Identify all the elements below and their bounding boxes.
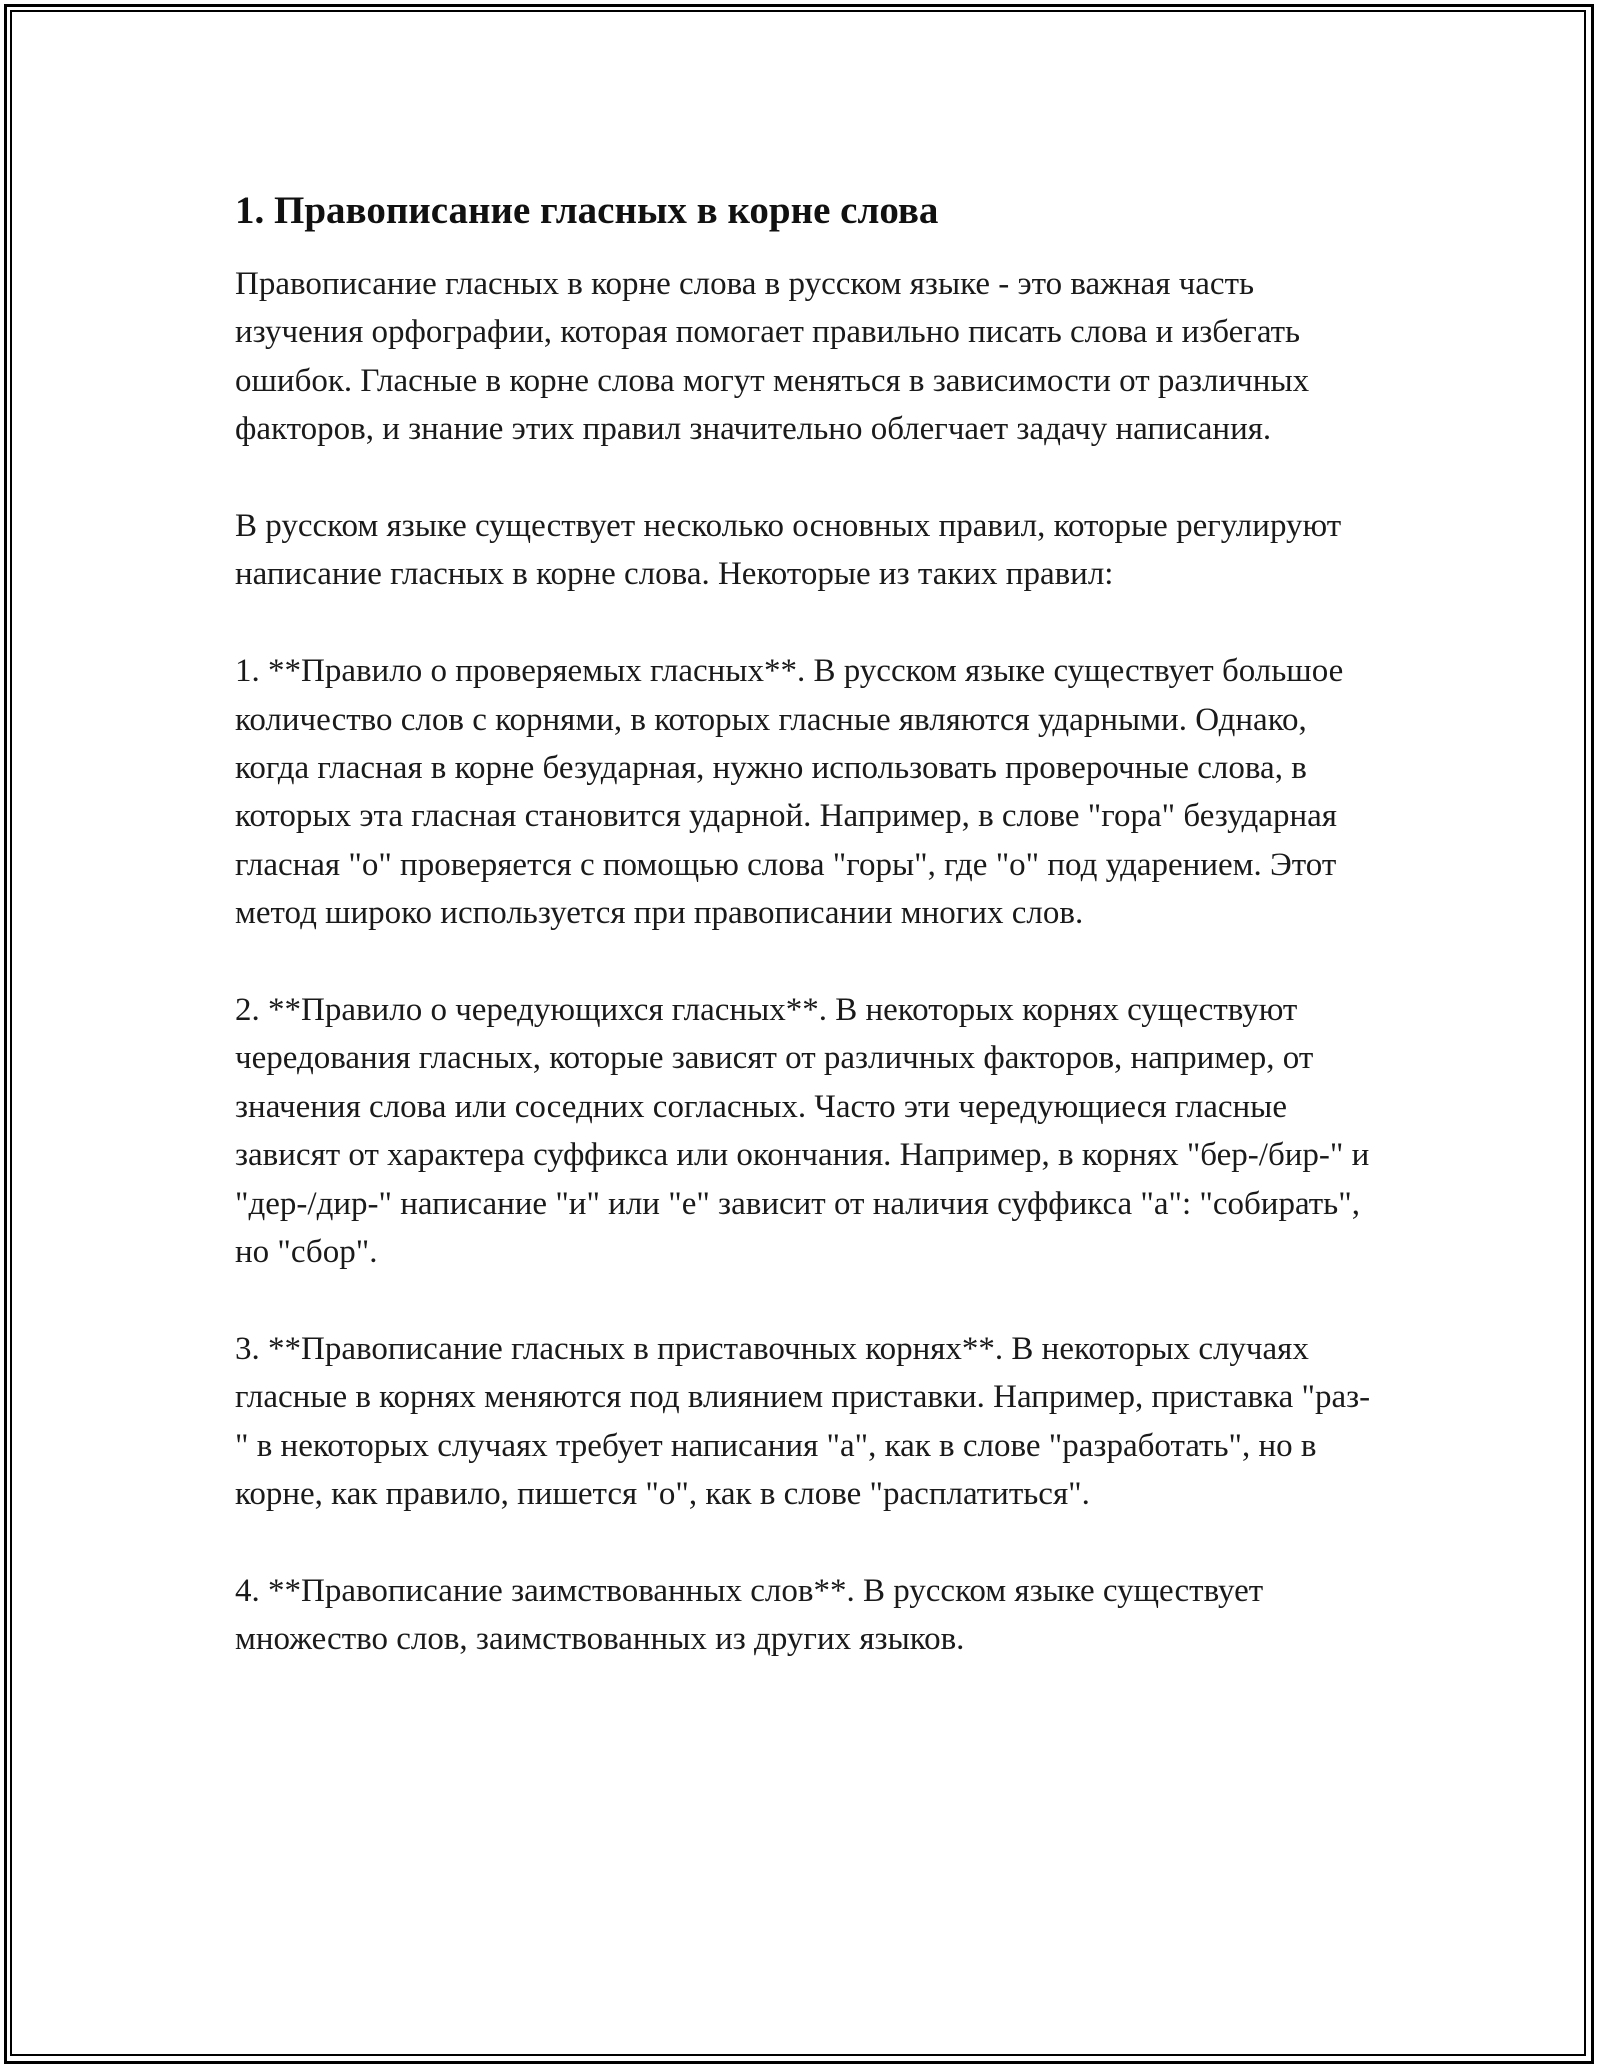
document-body	[235, 186, 1375, 1664]
paragraph-rules-overview: В русском языке существует несколько основных правил, которые регулируют написание гласных в корне слова. Некоторые из таких правил:	[235, 508, 1342, 593]
paragraph-rule-3: 3. **Правописание гласных в приставочных корнях**. В некоторых случаях гласные в корнях меняются под влиянием приставки. Например, приставка "раз-" в некоторых случаях требует написания "а", как в слове "разработать", но в корне, как правило, пишется "о", как в слове "расплатиться".	[235, 1330, 1371, 1513]
paragraph-rule-4: 4. **Правописание заимствованных слов**. В русском языке существует множество слов, заимствованных из других языков.	[235, 1572, 1264, 1658]
paragraph-rule-2: 2. **Правило о чередующихся гласных**. В некоторых корнях существуют чередования гласных, которые зависят от различных факторов, например, от значения слова или соседних согласных. Часто эти чередующиеся гласные зависят от характера суффикса или окончания. Например, в корнях "бер-/бир-" и "дер-/дир-" написание "и" или "е" зависит от наличия суффикса "а": "собирать", но "сбор".	[235, 992, 1370, 1271]
paragraph-intro: Правописание гласных в корне слова в русском языке - это важная часть изучения орфографии, которая помогает правильно писать слова и избегать ошибок. Гласные в корне слова могут меняться в зависимости от различных факторов, и знание этих правил значительно облегчает задачу написания.	[235, 266, 1310, 448]
document-title: 1. Правописание гласных в корне слова	[235, 189, 939, 232]
paragraph-rule-1: 1. **Правило о проверяемых гласных**. В русском языке существует большое количество слов с корнями, в которых гласные являются ударными. Однако, когда гласная в корне безударная, нужно использовать проверочные слова, в которых эта гласная становится ударной. Например, в слове "гора" безударная гласная "о" проверяется с помощью слова "горы", где "о" под ударением. Этот метод широко используется при правописании многих слов.	[235, 653, 1344, 932]
